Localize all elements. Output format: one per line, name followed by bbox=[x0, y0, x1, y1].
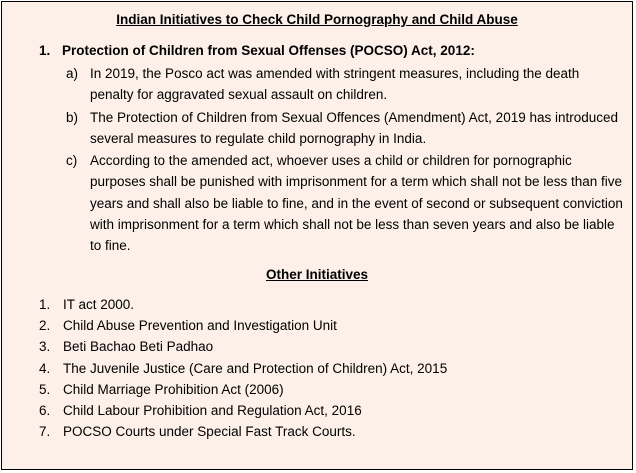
sublist-text: The Protection of Children from Sexual Offences (Amendment) Act, 2019 has introduced several measures to regulate child pornography in India. bbox=[90, 109, 619, 146]
list-item bbox=[39, 315, 619, 336]
document-frame bbox=[1, 1, 633, 470]
list-item-text: POCSO Courts under Special Fast Track Courts. bbox=[63, 424, 356, 440]
list-item bbox=[39, 358, 619, 379]
document-title-text: Indian Initiatives to Check Child Pornography and Child Abuse bbox=[116, 12, 518, 27]
list-item bbox=[39, 400, 619, 421]
list-item-number: 6. bbox=[39, 403, 51, 419]
list-item-number: 3. bbox=[39, 339, 51, 355]
section-1-sublist bbox=[66, 63, 626, 258]
list-item-text: Beti Bachao Beti Padhao bbox=[63, 339, 214, 355]
list-item-text: The Juvenile Justice (Care and Protection of Children) Act, 2015 bbox=[63, 360, 448, 376]
list-item-number: 4. bbox=[39, 360, 51, 376]
sublist-item-c bbox=[66, 150, 626, 256]
document-title bbox=[2, 11, 632, 29]
sublist-item-a bbox=[66, 63, 626, 106]
sublist-letter: b) bbox=[66, 109, 79, 125]
section-1-number: 1. bbox=[39, 43, 51, 58]
sublist-text: According to the amended act, whoever uses a child or children for pornographic purposes shall be punished with imprisonment for a term which shall not be less than five years and shall also be liable to fine, and in the event of second or subsequent conviction with imprisonment for a term which shall not be less than seven years and also be liable to fine. bbox=[90, 153, 623, 254]
list-item-text: IT act 2000. bbox=[63, 297, 135, 312]
other-initiatives-title-text: Other Initiatives bbox=[265, 267, 369, 282]
section-1-heading-text: Protection of Children from Sexual Offenses (POCSO) Act, 2012: bbox=[62, 43, 475, 58]
list-item-number: 7. bbox=[39, 424, 51, 440]
list-item bbox=[39, 421, 619, 442]
sublist-item-b bbox=[66, 107, 626, 150]
list-item bbox=[39, 379, 619, 400]
list-item bbox=[39, 294, 619, 315]
section-1-heading bbox=[39, 42, 475, 60]
sublist-letter: c) bbox=[66, 153, 78, 169]
list-item-number: 1. bbox=[39, 297, 51, 312]
sublist-letter: a) bbox=[66, 66, 79, 81]
list-item-text: Child Abuse Prevention and Investigation Unit bbox=[63, 318, 337, 334]
sublist-text: In 2019, the Posco act was amended with stringent measures, including the death penalty for aggravated sexual assault on children. bbox=[90, 66, 580, 103]
list-item bbox=[39, 336, 619, 357]
other-initiatives-title bbox=[2, 266, 632, 284]
other-initiatives-list bbox=[39, 294, 619, 442]
list-item-number: 5. bbox=[39, 381, 51, 397]
list-item-text: Child Marriage Prohibition Act (2006) bbox=[63, 381, 284, 397]
list-item-text: Child Labour Prohibition and Regulation Act, 2016 bbox=[63, 403, 362, 419]
list-item-number: 2. bbox=[39, 318, 51, 334]
